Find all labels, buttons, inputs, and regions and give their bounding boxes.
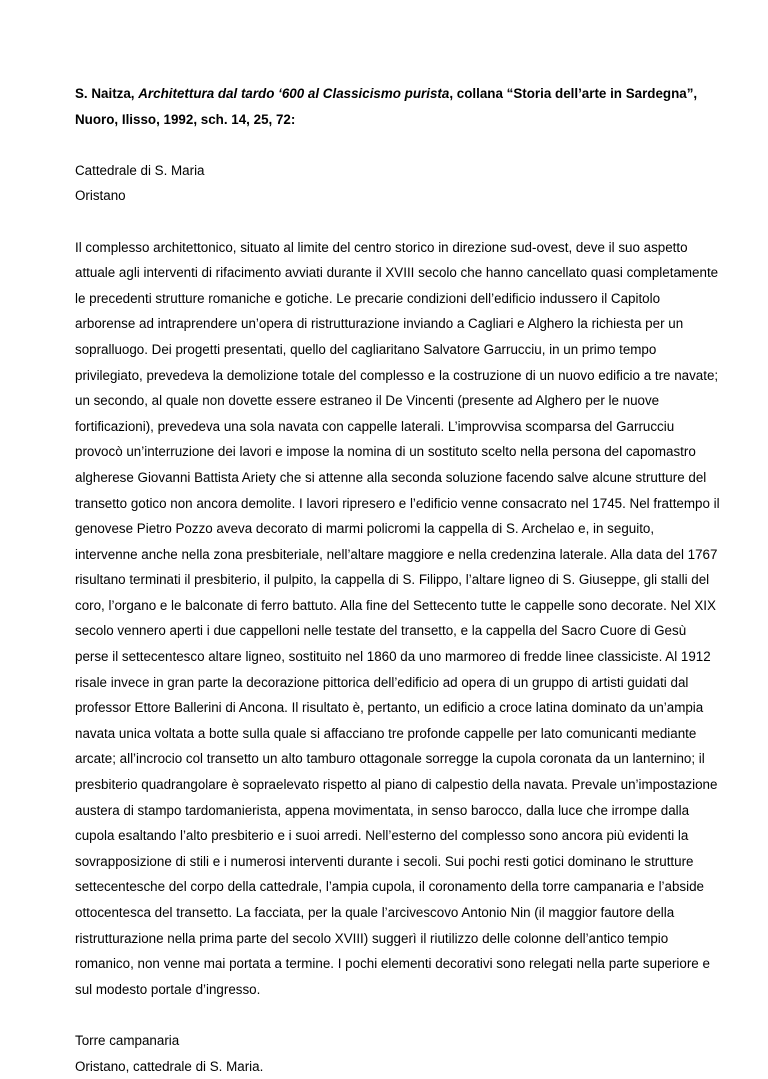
entry-title: Cattedrale di S. Maria: [75, 162, 205, 178]
citation-title: Architettura dal tardo ‘600 al Classicismo purista: [138, 86, 450, 101]
spacer: [75, 1002, 708, 1028]
paragraph-line: sovrapposizione di stili e i numerosi interventi durante i secoli. Sui pochi resti gotici dominano le strutture: [75, 853, 694, 869]
paragraph-line: attuale agli interventi di rifacimento avviati durante il XVIII secolo che hanno cancellato quasi completamente: [75, 265, 719, 281]
entry-location: Oristano, cattedrale di S. Maria.: [75, 1058, 264, 1074]
paragraph-line: transetto gotico non ancora demolite. I lavori ripresero e l’edificio venne consacrato nel 1745. Nel frattempo il: [75, 495, 720, 511]
paragraph-line: arcate; all’incrocio col transetto un alto tamburo ottagonale sorregge la cupola coronata da un lanternino; il: [75, 751, 705, 767]
paragraph-line: provocò un’interruzione dei lavori e impose la nomina di un sostituto scelto nella persona del capomastro: [75, 444, 696, 460]
paragraph-line: risale invece in gran parte la decorazione pittorica dell’edificio ad opera di un gruppo di artisti guidati dal: [75, 674, 689, 690]
entry-location: Oristano: [75, 188, 126, 204]
paragraph-line: fortificazioni), prevedeva una sola navata con cappelle laterali. L’improvvisa scomparsa del Garrucciu: [75, 418, 675, 434]
body-paragraph: [75, 235, 720, 1003]
entry-bell-tower: [75, 1028, 708, 1079]
paragraph-line: un secondo, al quale non dovette essere estraneo il De Vincenti (presente ad Alghero per le nuove: [75, 393, 660, 409]
paragraph-line: le precedenti strutture romaniche e gotiche. Le precarie condizioni dell’edificio indussero il Capitolo: [75, 290, 661, 306]
citation-series: , collana “Storia dell’arte in Sardegna”,: [449, 86, 698, 101]
paragraph-line: Il complesso architettonico, situato al limite del centro storico in direzione sud-ovest, deve il suo aspetto: [75, 239, 688, 255]
citation-author: S. Naitza,: [75, 86, 139, 101]
paragraph-line: sul modesto portale d’ingresso.: [75, 981, 261, 997]
paragraph-line: arborense ad intraprendere un’opera di ristrutturazione inviando a Cagliari e Alghero la richiesta per un: [75, 316, 684, 332]
paragraph-line: privilegiato, prevedeva la demolizione totale del complesso e la costruzione di un nuovo edificio a tre navate;: [75, 367, 719, 383]
paragraph-line: navata unica voltata a botte sulla quale si affacciano tre profonde cappelle per lato comunicanti mediante: [75, 725, 697, 741]
spacer: [75, 209, 708, 235]
entry-title: Torre campanaria: [75, 1032, 180, 1048]
paragraph-line: secolo vennero aperti i due cappelloni nelle testate del transetto, e la cappella del Sacro Cuore di Gesù: [75, 623, 687, 639]
paragraph-line: presbiterio quadrangolare è sopraelevato rispetto al piano di calpestio della navata. Prevale un’impostazione: [75, 777, 718, 793]
paragraph-line: ottocentesca del transetto. La facciata, per la quale l’arcivescovo Antonio Nin (il maggior fautore della: [75, 905, 675, 920]
paragraph-line: intervenne anche nella zona presbiteriale, nell’altare maggiore e nella credenzina laterale. Alla data del 1767: [75, 546, 718, 562]
spacer: [75, 132, 708, 158]
citation-heading: [75, 81, 708, 132]
paragraph-line: sopralluogo. Dei progetti presentati, quello del cagliaritano Salvatore Garrucciu, in un primo tempo: [75, 341, 657, 357]
paragraph-line: professor Ettore Ballerini di Ancona. Il risultato è, pertanto, un edificio a croce latina dominato da un’ampia: [75, 700, 704, 716]
paragraph-line: coro, l’organo e le balconate di ferro battuto. Alla fine del Settecento tutte le cappelle sono decorate. Nel XIX: [75, 597, 716, 613]
paragraph-line: cupola esaltando l’alto presbiterio e i suoi arredi. Nell’esterno del complesso sono ancora più evidenti la: [75, 828, 689, 844]
paragraph-line: austera di stampo tardomanierista, appena movimentata, in senso barocco, dalla luce che irrompe dalla: [75, 802, 690, 818]
citation-line-1: [75, 81, 708, 107]
citation-line-2: Nuoro, Ilisso, 1992, sch. 14, 25, 72:: [75, 111, 296, 127]
paragraph-line: ristrutturazione nella prima parte del secolo XVIII) suggerì il riutilizzo delle colonne dell’antico tempio: [75, 930, 669, 946]
paragraph-line: romanico, non venne mai portata a termine. I pochi elementi decorativi sono relegati nella parte superiore e: [75, 956, 710, 972]
paragraph-line: perse il settecentesco altare ligneo, sostituito nel 1860 da uno marmoreo di fredde linee classiciste. Al 1912: [75, 649, 711, 665]
paragraph-line: algherese Giovanni Battista Ariety che si attenne alla seconda soluzione facendo salve alcune strutture del: [75, 469, 707, 485]
paragraph-line: settecentesche del corpo della cattedrale, l’ampia cupola, il coronamento della torre campanaria e l’abside: [75, 879, 704, 895]
paragraph-line: risultano terminati il presbiterio, il pulpito, la cappella di S. Filippo, l’altare ligneo di S. Giuseppe, gli stalli del: [75, 572, 710, 588]
entry-cathedral: [75, 158, 708, 209]
paragraph-line: genovese Pietro Pozzo aveva decorato di marmi policromi la cappella di S. Archelao e, in seguito,: [75, 521, 655, 537]
